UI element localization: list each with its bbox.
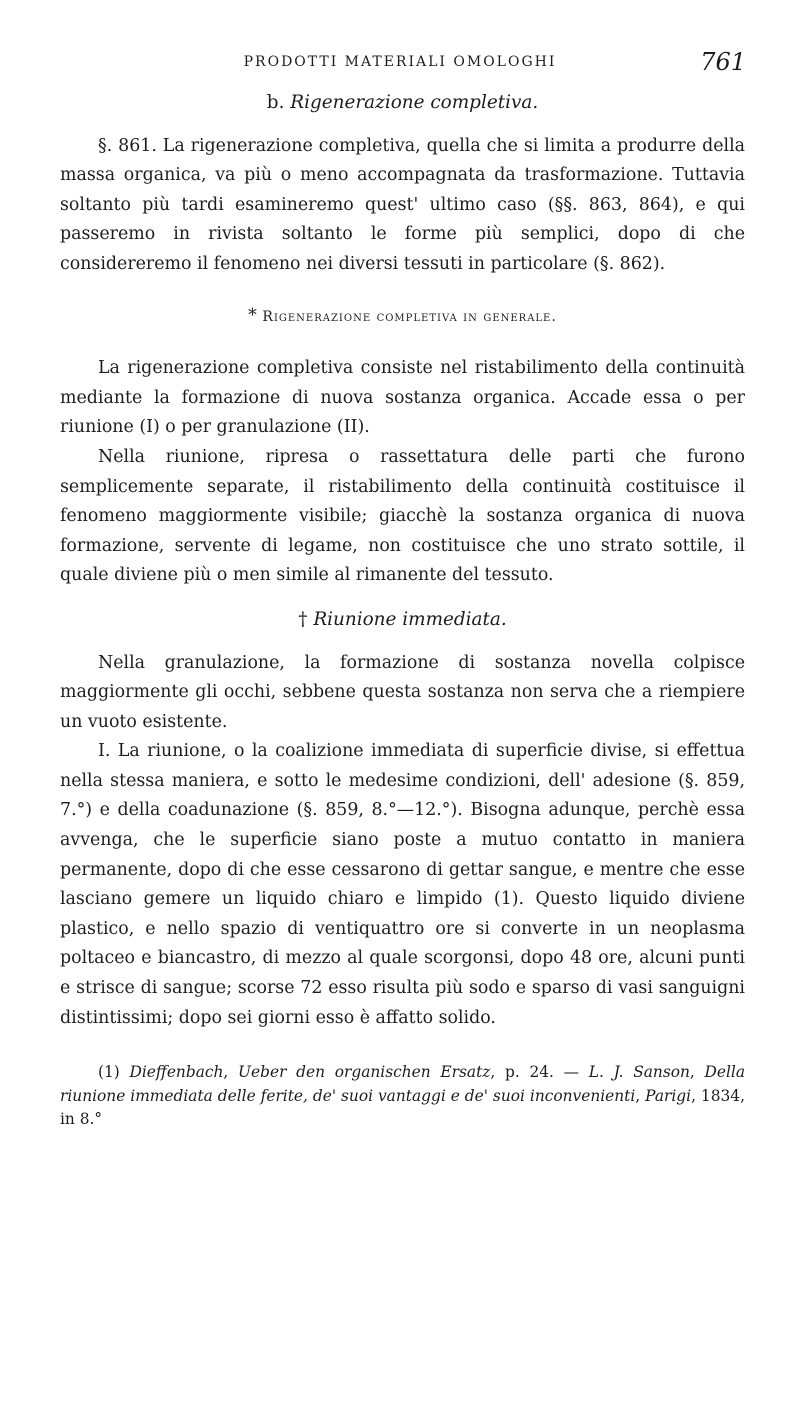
footnote-work-2: Della riunione immediata delle ferite, de' suoi vantaggi e de' suoi inconvenienti (60, 1063, 745, 1105)
heading-immediate-title: Riunione immediata. (313, 608, 507, 630)
section-heading (60, 88, 745, 118)
paragraph-granulazione: Nella granulazione, la formazione di sostanza novella colpisce maggiormente gli occhi, sebbene questa sostanza non serva che a riempiere un vuoto esistente. (60, 652, 745, 732)
footnote-format: in 8.° (60, 1110, 103, 1129)
asterisk-mark: * (248, 305, 257, 326)
section-letter: b. (266, 92, 285, 113)
dagger-mark: † (298, 608, 308, 630)
footnote-1: (1) Dieffenbach, Ueber den organischen Ersatz, p. 24. — L. J. Sanson, Della riunione immediata delle ferite, de' suoi vantaggi e de' suoi inconvenienti, Parigi, 1834, in 8.° (60, 1063, 745, 1129)
paragraph-I: I. La riunione, o la coalizione immediata di superficie divise, si effettua nella stessa maniera, e sotto le medesime condizioni, dell' adesione (§. 859, 7.°) e della coadunazione (§. 859, 8.°—12.°). Bisogna adunque, perchè essa avvenga, che le superficie siano poste a mutuo contatto in maniera permanente, dopo di che esse cessarono di gettar sangue, e mentre che esse lasciano gemere un liquido chiaro e limpido (1). Questo liquido diviene plastico, e nello spazio di ventiquattro ore si converte in un neoplasma poltaceo e biancastro, di mezzo al quale scorgonsi, dopo 48 ore, alcuni punti e strisce di sangue; scorse 72 esso risulta più sodo e sparso di vasi sanguigni distintissimi; dopo sei giorni esso è affatto solido. (60, 741, 745, 1028)
body-text (60, 88, 745, 1132)
heading-general-title: Rigenerazione completiva in generale. (262, 308, 557, 325)
paragraph-definition: La rigenerazione completiva consiste nel ristabilimento della continuità mediante la formazione di nuova sostanza organica. Accade essa o per riunione (I) o per granulazione (II). (60, 358, 745, 438)
paragraph-riunione: Nella riunione, ripresa o rassettatura delle parti che furono semplicemente separate, il ristabilimento della continuità costituisce il fenomeno maggiormente visibile; giacchè la sostanza organica di nuova formazione, servente di legame, non costituisce che uno strato sottile, il quale diviene più o men simile al rimanente del tessuto. (60, 446, 745, 586)
footnote-year: , 1834, (691, 1086, 745, 1105)
paragraph-861: §. 861. La rigenerazione completiva, quella che si limita a produrre della massa organica, va più o meno accompagnata da trasformazione. Tuttavia soltanto più tardi esamineremo quest' ultimo caso (§§. 863, 864), e qui passeremo in rivista soltanto le forme più semplici, dopo di che considereremo il fenomeno nei diversi tessuti in particolare (§. 862). (60, 135, 745, 274)
section-title: Rigenerazione completiva. (290, 92, 539, 113)
heading-general (60, 302, 745, 333)
footnote-work-1: Ueber den organischen Ersatz (238, 1063, 491, 1082)
footnote-page-1: , p. 24. — (490, 1063, 589, 1082)
heading-immediate (60, 605, 745, 635)
footnote-author-2: L. J. Sanson (588, 1063, 690, 1082)
footnote-marker: (1) (98, 1063, 120, 1082)
footnote-place: Parigi (645, 1086, 692, 1105)
running-head (0, 44, 800, 84)
footnote-author-1: Dieffenbach (129, 1063, 224, 1082)
running-head-title: PRODOTTI MATERIALI OMOLOGHI (243, 54, 557, 70)
footnote (60, 1061, 745, 1132)
page-number: 761 (700, 48, 746, 76)
